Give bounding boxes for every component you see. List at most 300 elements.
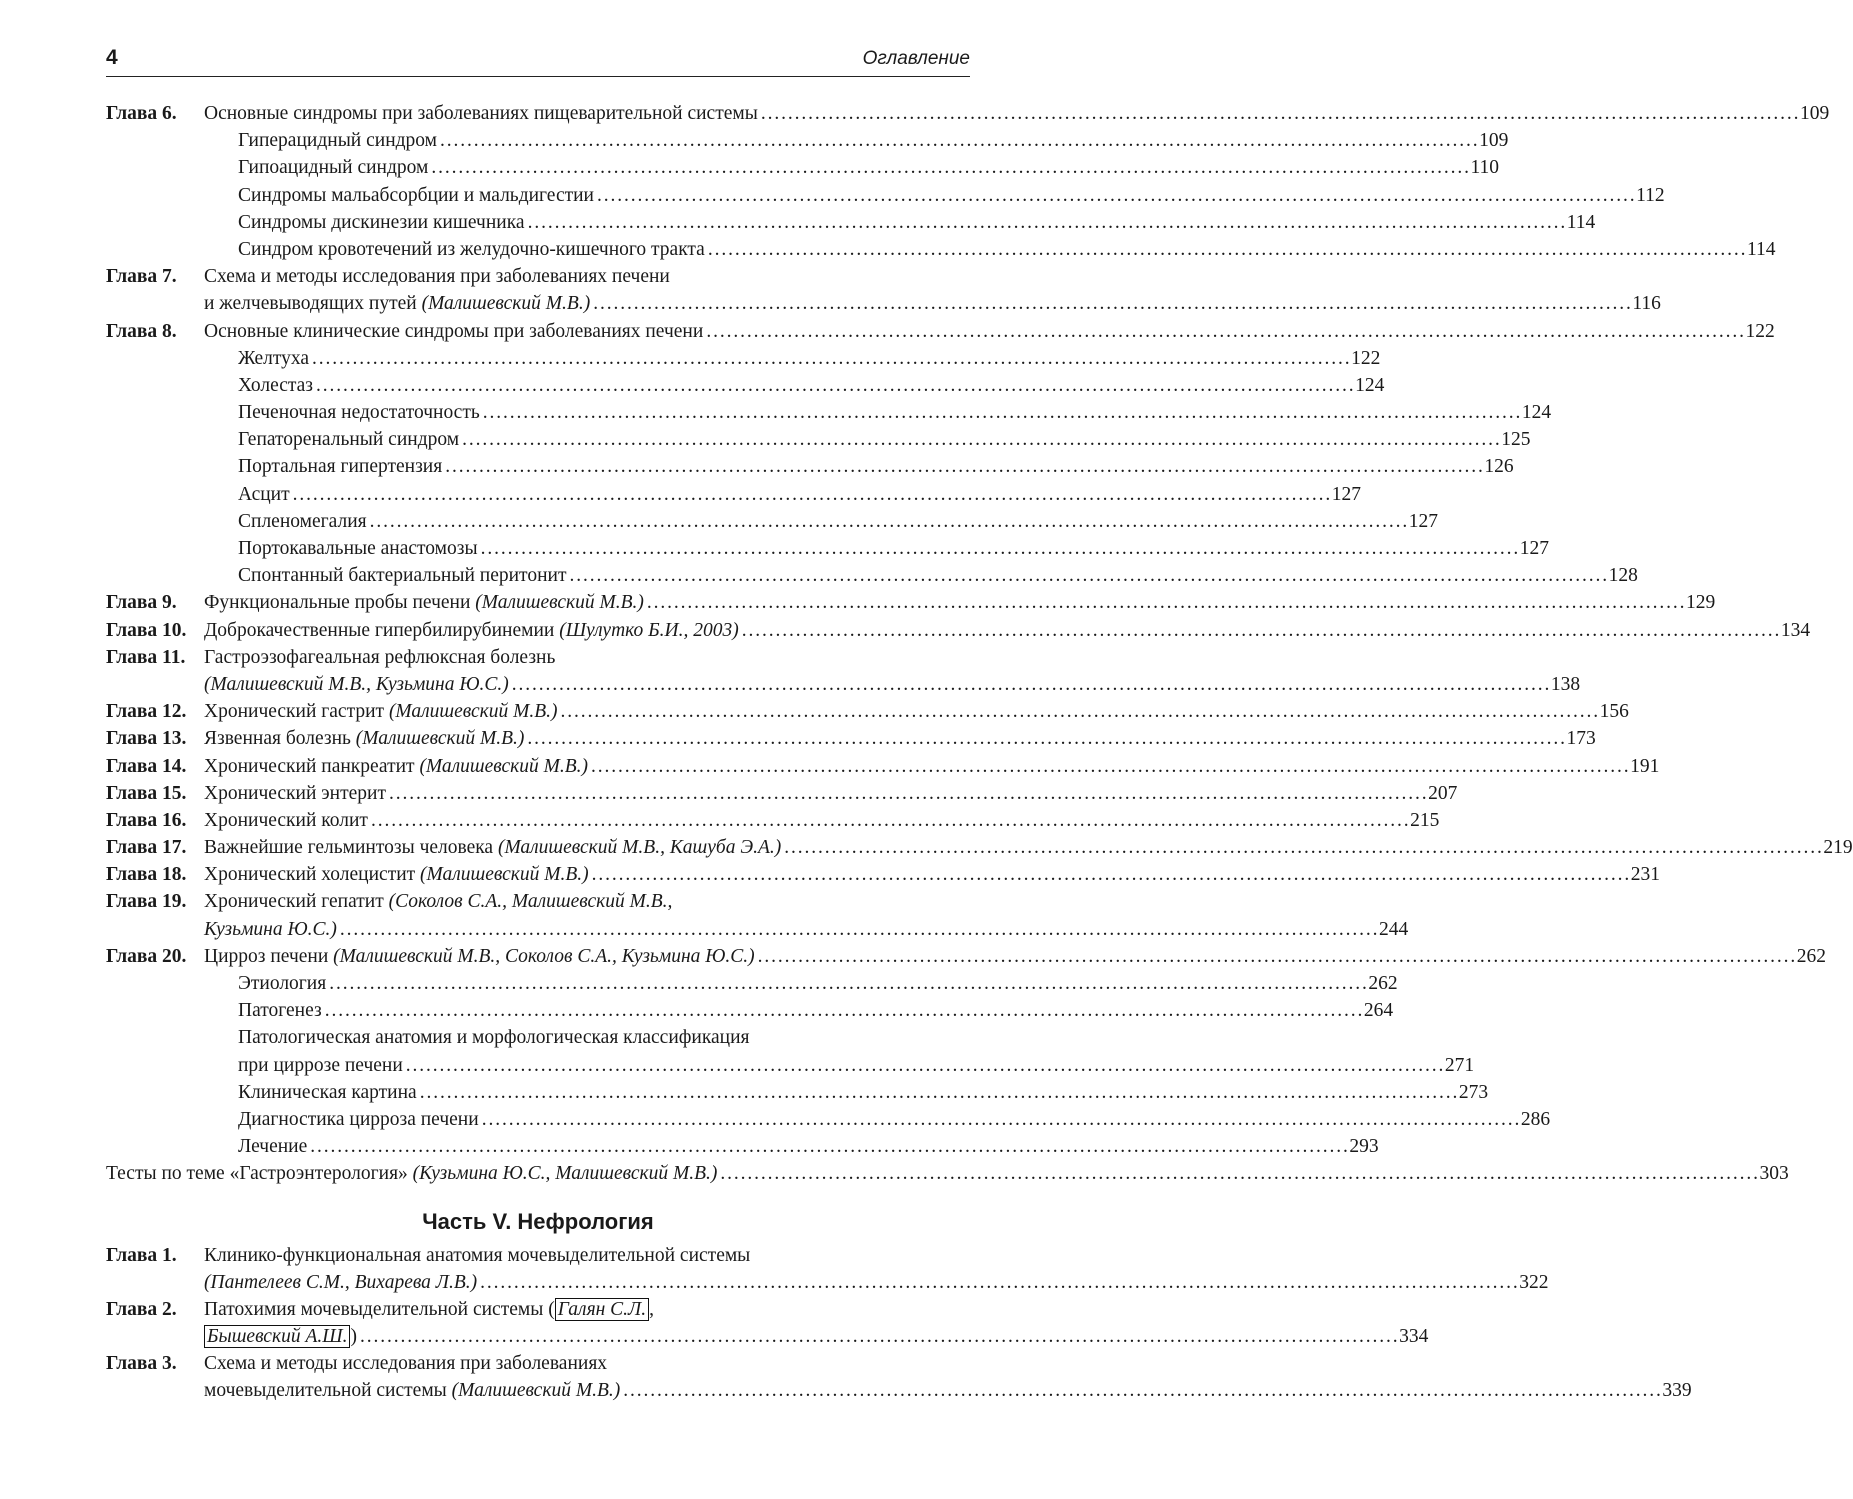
entry-title xyxy=(204,725,524,752)
entry-body xyxy=(238,1052,1475,1079)
toc-entry xyxy=(106,888,970,915)
entry-title xyxy=(204,290,590,317)
entry-body xyxy=(204,1296,970,1323)
toc-entry xyxy=(106,589,1716,616)
toc-entry xyxy=(106,209,1596,236)
page-ref: 109 xyxy=(1799,103,1830,124)
entry-title xyxy=(204,1269,477,1296)
chapter-label: Глава 20. xyxy=(106,945,187,967)
toc-entry xyxy=(106,290,1661,317)
page-ref: 126 xyxy=(1484,456,1514,478)
entry-body xyxy=(204,888,970,915)
entry-bold-text: Тесты по теме xyxy=(106,1163,225,1185)
entry-body xyxy=(204,725,1596,752)
entry-body xyxy=(204,671,1581,698)
entry-body xyxy=(204,290,1661,317)
toc-entry xyxy=(106,1024,970,1051)
entry-body xyxy=(204,100,1830,127)
chapter-label: Глава 14. xyxy=(106,755,187,777)
entry-body xyxy=(238,970,1398,997)
entry-text: Диагностика цирроза печени xyxy=(238,1108,479,1130)
entry-text: Хронический гастрит xyxy=(204,701,385,723)
entry-text: Схема и методы исследования при заболеваниях xyxy=(204,1353,608,1375)
entry-author: (Соколов С.А., Малишевский М.В., xyxy=(388,891,673,913)
dot-leader xyxy=(293,481,1329,508)
dot-leader xyxy=(440,127,1476,154)
page-ref: 219 xyxy=(1823,837,1853,859)
entry-text: Асцит xyxy=(238,483,290,505)
entry-title xyxy=(204,807,368,834)
page-ref: 124 xyxy=(1521,402,1552,424)
entry-title xyxy=(238,1106,479,1133)
entry-body xyxy=(238,236,1776,263)
toc-entry xyxy=(106,916,1409,943)
page-ref: 127 xyxy=(1331,483,1362,505)
entry-body xyxy=(238,127,1509,154)
entry-body xyxy=(238,535,1549,562)
toc-entry xyxy=(106,1079,1489,1106)
dot-leader xyxy=(784,834,1820,861)
toc-entry xyxy=(106,318,1775,345)
toc-entry xyxy=(106,617,1811,644)
dot-leader xyxy=(528,209,1564,236)
toc-entry xyxy=(106,1160,1789,1187)
page-ref: 128 xyxy=(1608,565,1638,587)
entry-body xyxy=(238,399,1552,426)
dot-leader xyxy=(406,1052,1442,1079)
toc-entry xyxy=(106,1350,970,1377)
toc-entry xyxy=(106,997,1394,1024)
entry-text: Язвенная болезнь xyxy=(204,728,351,750)
entry-text: Синдромы мальабсорбции и мальдигестии xyxy=(238,184,594,206)
toc-entry xyxy=(106,1133,1379,1160)
dot-leader xyxy=(592,861,1628,888)
entry-body xyxy=(204,698,1629,725)
entry-author: (Малишевский М.В.) xyxy=(419,755,589,777)
toc-entry xyxy=(106,725,1596,752)
page-ref: 138 xyxy=(1550,673,1581,695)
chapter-label: Глава 6. xyxy=(106,103,177,124)
entry-author: (Пантелеев С.М., Вихарева Л.В.) xyxy=(204,1271,478,1293)
page-ref: 339 xyxy=(1662,1380,1692,1402)
entry-body xyxy=(238,481,1362,508)
toc-entry xyxy=(106,182,1665,209)
entry-text: «Гастроэнтерология» xyxy=(229,1163,408,1185)
entry-title xyxy=(204,617,739,644)
page-ref: 156 xyxy=(1599,701,1629,723)
entry-text: Функциональные пробы печени xyxy=(204,592,471,614)
entry-text: Хронический энтерит xyxy=(204,782,386,804)
entry-title xyxy=(238,1024,750,1051)
page-ref: 112 xyxy=(1636,184,1665,206)
toc-entry xyxy=(106,399,1552,426)
entry-title xyxy=(204,943,755,970)
entry-body xyxy=(238,182,1665,209)
entry-body xyxy=(238,1133,1379,1160)
entry-author: (Малишевский М.В.) xyxy=(355,728,525,750)
page-ref: 134 xyxy=(1780,619,1811,641)
toc-entry xyxy=(106,127,1509,154)
entry-body xyxy=(238,345,1381,372)
dot-leader xyxy=(325,997,1361,1024)
chapter-label: Глава 19. xyxy=(106,891,187,913)
toc-entry xyxy=(106,236,1776,263)
dot-leader xyxy=(480,1269,1516,1296)
entry-title xyxy=(238,1052,403,1079)
dot-leader xyxy=(310,1133,1346,1160)
chapter-label: Глава 1. xyxy=(106,1244,177,1266)
page-ref: 273 xyxy=(1458,1081,1489,1103)
page-ref: 286 xyxy=(1520,1108,1551,1130)
page-ref: 173 xyxy=(1566,728,1596,750)
entry-author: (Малишевский М.В.) xyxy=(451,1380,621,1402)
boxed-suffix: , xyxy=(649,1298,655,1320)
toc-entry xyxy=(106,970,1398,997)
dot-leader xyxy=(591,753,1627,780)
entry-text: Желтуха xyxy=(238,347,310,369)
entry-author: (Малишевский М.В.) xyxy=(420,864,589,886)
entry-title xyxy=(238,535,478,562)
dot-leader xyxy=(329,970,1365,997)
chapter-label: Глава 7. xyxy=(106,266,177,288)
page-ref: 127 xyxy=(1408,510,1438,532)
page-ref: 122 xyxy=(1351,347,1381,369)
toc-entry xyxy=(106,807,1440,834)
entry-title xyxy=(204,753,588,780)
page-ref: 262 xyxy=(1796,945,1827,967)
toc-entry xyxy=(106,1269,1549,1296)
entry-text: Хронический холецистит xyxy=(204,864,416,886)
entry-body xyxy=(204,1377,1692,1404)
entry-title xyxy=(204,263,670,290)
entry-title xyxy=(204,589,644,616)
toc-entry xyxy=(106,481,1362,508)
part-title: Часть V. Нефрология xyxy=(422,1208,654,1234)
entry-title xyxy=(238,182,594,209)
entry-title xyxy=(238,127,437,154)
entry-body xyxy=(106,1160,1789,1187)
entry-body xyxy=(204,753,1660,780)
page-ref: 271 xyxy=(1444,1054,1475,1076)
entry-text: Спонтанный бактериальный перитонит xyxy=(238,565,567,587)
entry-body xyxy=(204,617,1811,644)
entry-text: Клиническая картина xyxy=(238,1081,417,1103)
entry-title xyxy=(238,453,442,480)
entry-text: при циррозе печени xyxy=(238,1054,403,1076)
entry-text: Печеночная недостаточность xyxy=(238,402,480,424)
entry-text: Доброкачественные гипербилирубинемии xyxy=(204,619,555,641)
entry-title xyxy=(204,916,337,943)
entry-text: Гипоацидный синдром xyxy=(238,157,429,179)
page-ref: 124 xyxy=(1355,374,1385,396)
page-ref: 116 xyxy=(1632,293,1661,315)
entry-text: Лечение xyxy=(238,1136,308,1158)
entry-body xyxy=(204,1323,1429,1350)
toc-entry xyxy=(106,644,970,671)
toc-entry xyxy=(106,508,1438,535)
page-ref: 334 xyxy=(1399,1326,1429,1348)
entry-body xyxy=(238,453,1514,480)
entry-author: (Малишевский М.В., Соколов С.А., Кузьмина Ю.С.) xyxy=(333,945,755,967)
page-ref: 125 xyxy=(1501,429,1531,451)
page-number: 4 xyxy=(106,46,118,69)
entry-title xyxy=(238,372,313,399)
dot-leader xyxy=(761,100,1797,127)
dot-leader xyxy=(420,1079,1456,1106)
entry-text: Гастроэзофагеальная рефлюксная болезнь xyxy=(204,646,556,668)
entry-title: Бышевский А.Ш. ) xyxy=(204,1323,357,1350)
entry-body xyxy=(204,916,1409,943)
boxed-author: Бышевский А.Ш. xyxy=(204,1325,350,1348)
entry-text: Схема и методы исследования при заболеваниях печени xyxy=(204,266,670,288)
toc-entry xyxy=(106,1106,1551,1133)
page-ref: 264 xyxy=(1363,1000,1394,1022)
page-ref: 127 xyxy=(1519,538,1549,559)
page-ref: 262 xyxy=(1368,973,1398,994)
page-ref: 122 xyxy=(1745,320,1775,342)
page-ref: 114 xyxy=(1566,211,1596,233)
entry-title xyxy=(238,399,480,426)
entry-title xyxy=(238,345,309,372)
dot-leader xyxy=(527,725,1563,752)
boxed-author: Галян С.Л. xyxy=(555,1298,649,1321)
entry-text: Важнейшие гельминтозы человека xyxy=(204,837,494,859)
toc-entry xyxy=(106,372,1385,399)
chapter-label: Глава 13. xyxy=(106,728,187,750)
page-ref: 110 xyxy=(1470,157,1500,179)
dot-leader xyxy=(561,698,1597,725)
entry-body xyxy=(204,807,1440,834)
entry-body xyxy=(238,1079,1489,1106)
toc-entry xyxy=(106,426,1531,453)
entry-body xyxy=(238,209,1596,236)
dot-leader xyxy=(482,1106,1518,1133)
page-ref: 109 xyxy=(1479,130,1509,152)
entry-text: Этиология xyxy=(238,973,327,994)
dot-leader xyxy=(742,617,1778,644)
dot-leader xyxy=(593,290,1629,317)
dot-leader xyxy=(512,671,1548,698)
dot-leader xyxy=(569,562,1605,589)
dot-leader xyxy=(340,916,1376,943)
chapter-label: Глава 10. xyxy=(106,619,187,641)
entry-text: Спленомегалия xyxy=(238,510,367,532)
entry-text: Хронический панкреатит xyxy=(204,755,415,777)
entry-text: Хронический колит xyxy=(204,809,368,831)
chapter-label: Глава 8. xyxy=(106,320,177,342)
toc-entry xyxy=(106,453,1514,480)
dot-leader xyxy=(706,318,1742,345)
entry-body xyxy=(204,263,970,290)
entry-title xyxy=(204,644,555,671)
toc-entry xyxy=(106,1296,970,1323)
toc-entry xyxy=(106,698,1629,725)
entry-text: Клинико-функциональная анатомия мочевыделительной системы xyxy=(204,1244,751,1266)
entry-body xyxy=(204,861,1661,888)
toc-entry xyxy=(106,861,1661,888)
entry-title xyxy=(204,861,589,888)
dot-leader xyxy=(312,345,1348,372)
dot-leader xyxy=(720,1160,1756,1187)
dot-leader xyxy=(316,372,1352,399)
entry-text: Гиперацидный синдром xyxy=(238,130,438,152)
page-ref: 215 xyxy=(1410,809,1440,831)
entry-title xyxy=(238,426,459,453)
toc-entry xyxy=(106,671,1581,698)
entry-author: (Малишевский М.В.) xyxy=(475,592,644,614)
dot-leader xyxy=(597,182,1633,209)
entry-author: (Шулутко Б.И., 2003) xyxy=(559,619,739,641)
dot-leader xyxy=(462,426,1498,453)
entry-body xyxy=(204,644,970,671)
toc-entry xyxy=(106,943,1827,970)
chapter-label: Глава 15. xyxy=(106,782,187,804)
toc-entry xyxy=(106,345,1381,372)
entry-body xyxy=(204,318,1775,345)
page-ref: 231 xyxy=(1630,864,1661,886)
entry-text: мочевыделительной системы xyxy=(204,1380,447,1402)
dot-leader xyxy=(481,535,1517,562)
page-ref: 322 xyxy=(1519,1271,1549,1293)
dot-leader xyxy=(445,453,1481,480)
dot-leader xyxy=(483,399,1519,426)
entry-text: Гепаторенальный синдром xyxy=(238,429,460,451)
entry-title xyxy=(204,698,558,725)
entry-body xyxy=(204,589,1716,616)
page-ref: 207 xyxy=(1428,782,1458,804)
chapter-label: Глава 18. xyxy=(106,864,187,886)
entry-title xyxy=(204,1242,750,1269)
chapter-label: Глава 17. xyxy=(106,837,187,859)
dot-leader xyxy=(360,1323,1396,1350)
chapter-label: Глава 16. xyxy=(106,809,187,831)
entry-title: Патохимия мочевыделительной системы ( Галян С.Л. , xyxy=(204,1298,655,1320)
table-of-contents xyxy=(106,100,1853,1405)
toc-entry xyxy=(106,834,1853,861)
entry-title xyxy=(238,154,428,181)
entry-author: (Малишевский М.В.) xyxy=(421,293,591,315)
entry-text: Основные клинические синдромы при заболеваниях печени xyxy=(204,320,704,342)
dot-leader xyxy=(647,589,1683,616)
entry-text: Патологическая анатомия и морфологическая классификация xyxy=(238,1027,750,1049)
entry-title xyxy=(106,1160,717,1187)
page-ref: 129 xyxy=(1686,592,1716,614)
entry-body xyxy=(204,834,1853,861)
dot-leader xyxy=(758,943,1794,970)
chapter-label: Глава 2. xyxy=(106,1298,177,1320)
entry-title xyxy=(238,481,290,508)
running-title: Оглавление xyxy=(862,48,970,69)
entry-text: Синдромы дискинезии кишечника xyxy=(238,211,525,233)
entry-author: (Малишевский М.В., Кашуба Э.А.) xyxy=(497,837,782,859)
entry-title xyxy=(238,997,322,1024)
dot-leader xyxy=(431,154,1467,181)
page-ref: 244 xyxy=(1379,918,1409,940)
entry-text: Патогенез xyxy=(238,1000,322,1022)
entry-title xyxy=(238,1079,417,1106)
dot-leader xyxy=(389,780,1425,807)
entry-title xyxy=(204,1350,607,1377)
toc-entry xyxy=(106,100,1830,127)
entry-title xyxy=(204,671,509,698)
entry-body xyxy=(204,780,1458,807)
chapter-label: Глава 12. xyxy=(106,701,187,723)
entry-author: (Малишевский М.В.) xyxy=(388,701,558,723)
entry-title xyxy=(238,970,326,997)
entry-title xyxy=(238,236,705,263)
toc-entry xyxy=(106,1377,1692,1404)
entry-text: Холестаз xyxy=(238,374,313,396)
entry-author: (Малишевский М.В., Кузьмина Ю.С.) xyxy=(204,673,509,695)
toc-entry xyxy=(106,535,1549,562)
entry-title xyxy=(204,1377,620,1404)
entry-body xyxy=(204,1269,1549,1296)
chapter-label: Глава 11. xyxy=(106,646,186,668)
toc-entry xyxy=(106,263,970,290)
entry-title xyxy=(204,888,672,915)
entry-body xyxy=(238,372,1385,399)
entry-text: Цирроз печени xyxy=(204,945,329,967)
entry-body xyxy=(238,426,1531,453)
toc-entry xyxy=(106,1242,970,1269)
entry-text: и желчевыводящих путей xyxy=(204,293,417,315)
entry-body xyxy=(204,1350,970,1377)
entry-title xyxy=(204,318,703,345)
entry-body xyxy=(238,1106,1551,1133)
toc-entry xyxy=(106,1052,1475,1079)
toc-entry xyxy=(106,154,1500,181)
page-ref: 191 xyxy=(1630,755,1660,777)
entry-title xyxy=(238,1133,307,1160)
entry-body xyxy=(204,1242,970,1269)
page-ref: 114 xyxy=(1746,238,1776,260)
toc-entry xyxy=(106,780,1458,807)
toc-entry xyxy=(106,562,1638,589)
entry-title xyxy=(204,780,386,807)
entry-body xyxy=(238,997,1394,1024)
toc-entry xyxy=(106,1323,1429,1350)
entry-text: Синдром кровотечений из желудочно-кишечного тракта xyxy=(238,238,705,260)
entry-title xyxy=(238,562,566,589)
entry-title xyxy=(204,100,758,127)
entry-title xyxy=(238,508,367,535)
entry-body xyxy=(238,562,1638,589)
toc-entry xyxy=(106,753,1660,780)
chapter-label: Глава 9. xyxy=(106,592,177,614)
entry-author: Кузьмина Ю.С.) xyxy=(204,918,337,940)
entry-text: Портальная гипертензия xyxy=(238,456,443,478)
header-rule xyxy=(106,76,970,77)
entry-text: Хронический гепатит xyxy=(204,891,384,913)
page-ref: 293 xyxy=(1349,1136,1379,1158)
entry-text: Портокавальные анастомозы xyxy=(238,538,478,559)
entry-body xyxy=(238,154,1500,181)
page-header xyxy=(106,44,970,78)
dot-leader xyxy=(371,807,1407,834)
entry-author: (Кузьмина Ю.С., Малишевский М.В.) xyxy=(412,1163,718,1185)
entry-body xyxy=(204,943,1827,970)
entry-body xyxy=(238,1024,970,1051)
entry-body xyxy=(238,508,1438,535)
dot-leader xyxy=(708,236,1744,263)
chapter-label: Глава 3. xyxy=(106,1353,177,1375)
entry-text: Патохимия мочевыделительной системы xyxy=(204,1298,544,1320)
page-ref: 303 xyxy=(1759,1163,1789,1185)
entry-title xyxy=(204,834,781,861)
entry-text: Основные синдромы при заболеваниях пищеварительной системы xyxy=(204,103,758,124)
entry-title xyxy=(238,209,525,236)
dot-leader xyxy=(623,1377,1659,1404)
